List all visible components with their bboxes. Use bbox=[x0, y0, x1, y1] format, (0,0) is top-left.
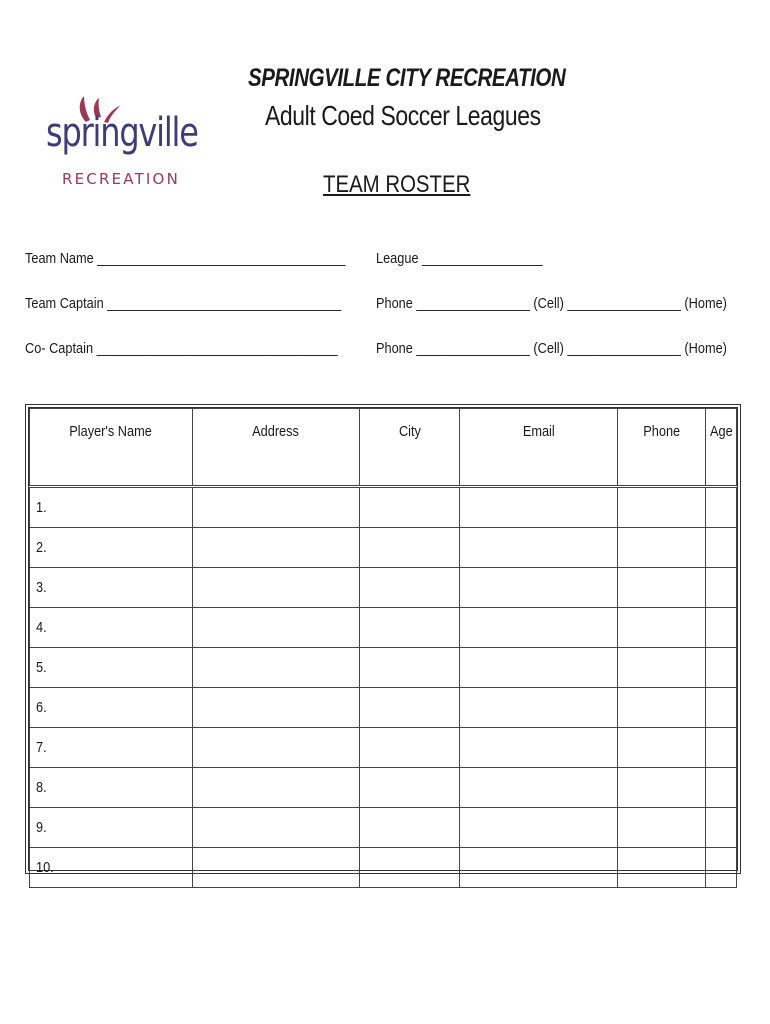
table-header-row bbox=[30, 409, 737, 487]
player-name-cell[interactable] bbox=[30, 568, 193, 608]
age-cell[interactable] bbox=[706, 568, 737, 608]
roster-table bbox=[25, 404, 741, 874]
team-captain-field[interactable]: Team Captain _________________________________ bbox=[25, 295, 342, 312]
address-cell[interactable] bbox=[193, 487, 360, 528]
age-cell[interactable] bbox=[706, 728, 737, 768]
age-cell[interactable] bbox=[706, 487, 737, 528]
page-title: TEAM ROSTER bbox=[323, 171, 471, 198]
player-name-cell[interactable] bbox=[30, 728, 193, 768]
email-cell[interactable] bbox=[460, 487, 618, 528]
phone-cell[interactable] bbox=[618, 728, 706, 768]
phone-cell[interactable] bbox=[618, 528, 706, 568]
column-header-phone: Phone bbox=[618, 409, 706, 487]
address-cell[interactable] bbox=[193, 648, 360, 688]
row-number: 5. bbox=[36, 659, 47, 676]
email-cell[interactable] bbox=[460, 728, 618, 768]
city-cell[interactable] bbox=[360, 528, 460, 568]
table-row bbox=[30, 728, 737, 768]
table-row bbox=[30, 648, 737, 688]
age-cell[interactable] bbox=[706, 688, 737, 728]
player-name-cell[interactable] bbox=[30, 487, 193, 528]
logo-subtitle: RECREATION bbox=[62, 170, 180, 188]
player-name-cell[interactable] bbox=[30, 808, 193, 848]
row-number: 6. bbox=[36, 699, 47, 716]
address-cell[interactable] bbox=[193, 688, 360, 728]
phone-cell[interactable] bbox=[618, 768, 706, 808]
address-cell[interactable] bbox=[193, 608, 360, 648]
row-number: 4. bbox=[36, 619, 47, 636]
address-cell[interactable] bbox=[193, 728, 360, 768]
address-cell[interactable] bbox=[193, 768, 360, 808]
address-cell[interactable] bbox=[193, 528, 360, 568]
city-cell[interactable] bbox=[360, 768, 460, 808]
city-cell[interactable] bbox=[360, 728, 460, 768]
co-captain-field[interactable]: Co- Captain __________________________________ bbox=[25, 340, 338, 357]
player-name-cell[interactable] bbox=[30, 528, 193, 568]
table-row bbox=[30, 568, 737, 608]
league-title: Adult Coed Soccer Leagues bbox=[265, 100, 541, 131]
player-name-cell[interactable] bbox=[30, 648, 193, 688]
captain-phone-field[interactable]: Phone ________________ (Cell) ________________ (Home) bbox=[376, 295, 727, 312]
phone-cell[interactable] bbox=[618, 848, 706, 888]
player-name-cell[interactable] bbox=[30, 688, 193, 728]
row-number: 1. bbox=[36, 499, 47, 516]
city-cell[interactable] bbox=[360, 568, 460, 608]
player-name-cell[interactable] bbox=[30, 608, 193, 648]
row-number: 7. bbox=[36, 739, 47, 756]
phone-cell[interactable] bbox=[618, 688, 706, 728]
table-row bbox=[30, 768, 737, 808]
address-cell[interactable] bbox=[193, 568, 360, 608]
age-cell[interactable] bbox=[706, 808, 737, 848]
email-cell[interactable] bbox=[460, 848, 618, 888]
email-cell[interactable] bbox=[460, 568, 618, 608]
phone-cell[interactable] bbox=[618, 608, 706, 648]
table-row bbox=[30, 848, 737, 888]
league-field[interactable]: League _________________ bbox=[376, 250, 543, 267]
phone-cell[interactable] bbox=[618, 808, 706, 848]
city-cell[interactable] bbox=[360, 808, 460, 848]
player-name-cell[interactable] bbox=[30, 768, 193, 808]
age-cell[interactable] bbox=[706, 768, 737, 808]
email-cell[interactable] bbox=[460, 608, 618, 648]
phone-cell[interactable] bbox=[618, 648, 706, 688]
row-number: 8. bbox=[36, 779, 47, 796]
city-cell[interactable] bbox=[360, 648, 460, 688]
table-row bbox=[30, 608, 737, 648]
phone-cell[interactable] bbox=[618, 568, 706, 608]
city-cell[interactable] bbox=[360, 688, 460, 728]
column-header-address: Address bbox=[193, 409, 360, 487]
email-cell[interactable] bbox=[460, 648, 618, 688]
row-number: 2. bbox=[36, 539, 47, 556]
column-header-city: City bbox=[360, 409, 460, 487]
table-row bbox=[30, 688, 737, 728]
address-cell[interactable] bbox=[193, 808, 360, 848]
city-cell[interactable] bbox=[360, 487, 460, 528]
row-number: 9. bbox=[36, 819, 47, 836]
age-cell[interactable] bbox=[706, 528, 737, 568]
age-cell[interactable] bbox=[706, 848, 737, 888]
table-row bbox=[30, 808, 737, 848]
organization-title: SPRINGVILLE CITY RECREATION bbox=[248, 64, 566, 92]
address-cell[interactable] bbox=[193, 848, 360, 888]
email-cell[interactable] bbox=[460, 528, 618, 568]
column-header-age: Age bbox=[706, 409, 737, 487]
age-cell[interactable] bbox=[706, 608, 737, 648]
email-cell[interactable] bbox=[460, 688, 618, 728]
city-cell[interactable] bbox=[360, 608, 460, 648]
table-row bbox=[30, 487, 737, 528]
phone-cell[interactable] bbox=[618, 487, 706, 528]
row-number: 10. bbox=[36, 859, 54, 876]
age-cell[interactable] bbox=[706, 648, 737, 688]
email-cell[interactable] bbox=[460, 768, 618, 808]
email-cell[interactable] bbox=[460, 808, 618, 848]
co-captain-phone-field[interactable]: Phone ________________ (Cell) ________________ (Home) bbox=[376, 340, 727, 357]
springville-recreation-logo bbox=[46, 92, 198, 192]
table-row bbox=[30, 528, 737, 568]
city-cell[interactable] bbox=[360, 848, 460, 888]
logo-wordmark: springville bbox=[46, 110, 198, 156]
column-header-email: Email bbox=[460, 409, 618, 487]
column-header-players-name: Player's Name bbox=[30, 409, 193, 487]
row-number: 3. bbox=[36, 579, 47, 596]
team-name-field[interactable]: Team Name ___________________________________ bbox=[25, 250, 346, 267]
player-name-cell[interactable] bbox=[30, 848, 193, 888]
